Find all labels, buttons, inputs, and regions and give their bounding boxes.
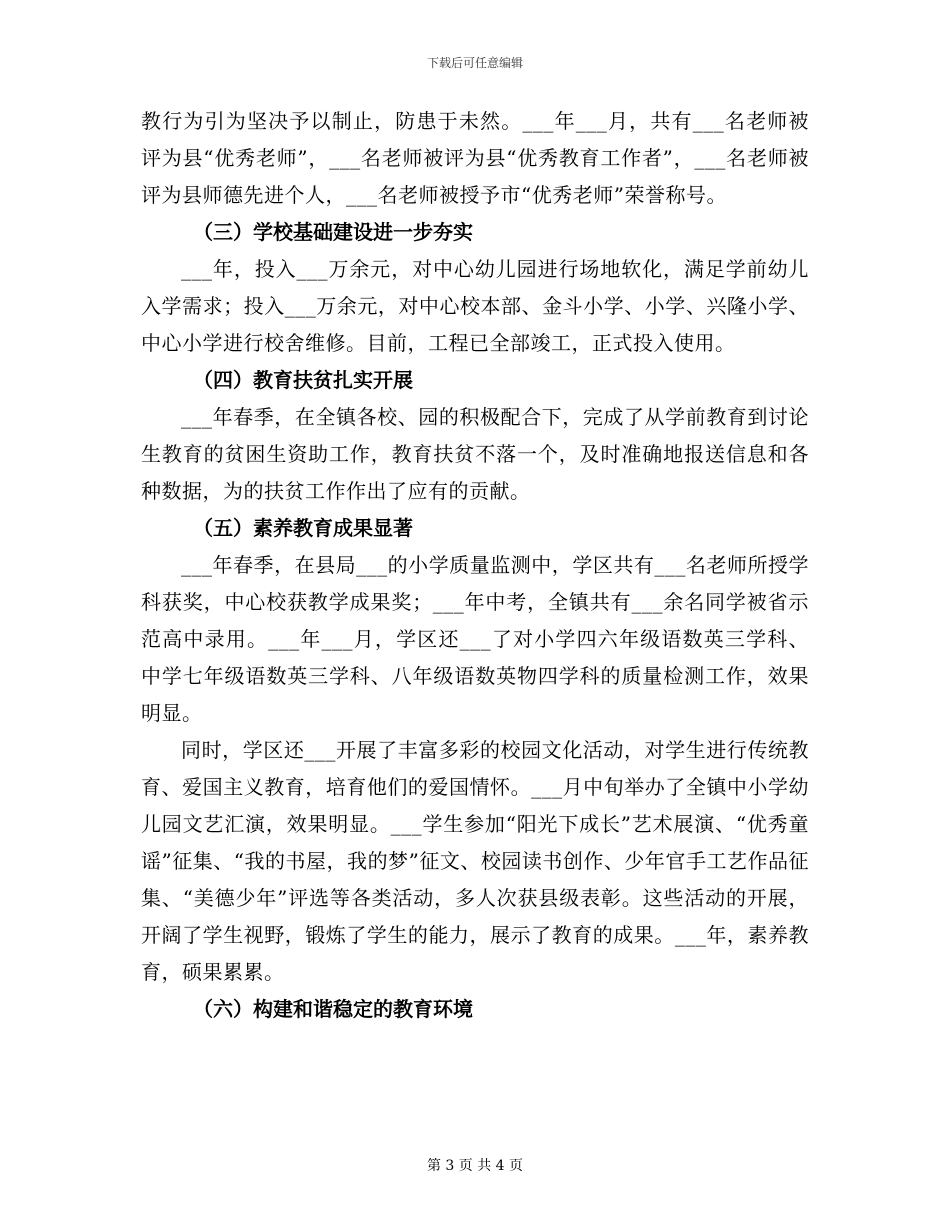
section-heading-5: （五）素养教育成果显著	[193, 516, 413, 540]
paragraph-campus-activities: 同时，学区还___开展了丰富多彩的校园文化活动，对学生进行传统教育、爱国主义教育，培育他们的爱国情怀。___月中旬举办了全镇中小学幼儿园文艺汇演，效果明显。___学生参加“阳光下成长”艺术展演、“优秀童谣”征集、“我的书屋，我的梦”征文、校园读书创作、少年官手工艺作品征集、“美德少年”评选等各类活动，多人次获县级表彰。这些活动的开展，开阔了学生视野，锻炼了学生的能力，展示了教育的成果。___年，素养教育，硕果累累。	[141, 738, 809, 984]
document-body	[141, 103, 809, 1028]
section-heading-6: （六）构建和谐稳定的教育环境	[193, 997, 473, 1021]
paragraph-awards: 教行为引为坚决予以制止，防患于未然。___年___月，共有___名老师被评为县“优秀老师”，___名老师被评为县“优秀教育工作者”，___名老师被评为县师德先进个人，___名老师被授予市“优秀老师”荣誉称号。	[141, 109, 809, 207]
paragraph-poverty-relief: ___年春季，在全镇各校、园的积极配合下，完成了从学前教育到讨论生教育的贫困生资助工作，教育扶贫不落一个，及时准确地报送信息和各种数据，为的扶贫工作作出了应有的贡献。	[141, 405, 809, 503]
section-heading-4: （四）教育扶贫扎实开展	[193, 368, 413, 392]
section-heading-3: （三）学校基础建设进一步夯实	[193, 220, 473, 244]
page-header: 下载后可任意编辑	[426, 56, 523, 70]
page-footer: 第 3 页 共 4 页	[426, 1158, 524, 1174]
paragraph-quality-results: ___年春季，在县局___的小学质量监测中，学区共有___名老师所授学科获奖，中心校获教学成果奖；___年中考，全镇共有___余名同学被省示范高中录用。___年___月，学区还___了对小学四六年级语数英三学科、中学七年级语数英三学科、八年级语数英物四学科的质量检测工作，效果明显。	[141, 553, 809, 725]
paragraph-infrastructure: ___年，投入___万余元，对中心幼儿园进行场地软化，满足学前幼儿入学需求；投入___万余元，对中心校本部、金斗小学、小学、兴隆小学、中心小学进行校舍维修。目前，工程已全部竣工，正式投入使用。	[141, 257, 809, 355]
